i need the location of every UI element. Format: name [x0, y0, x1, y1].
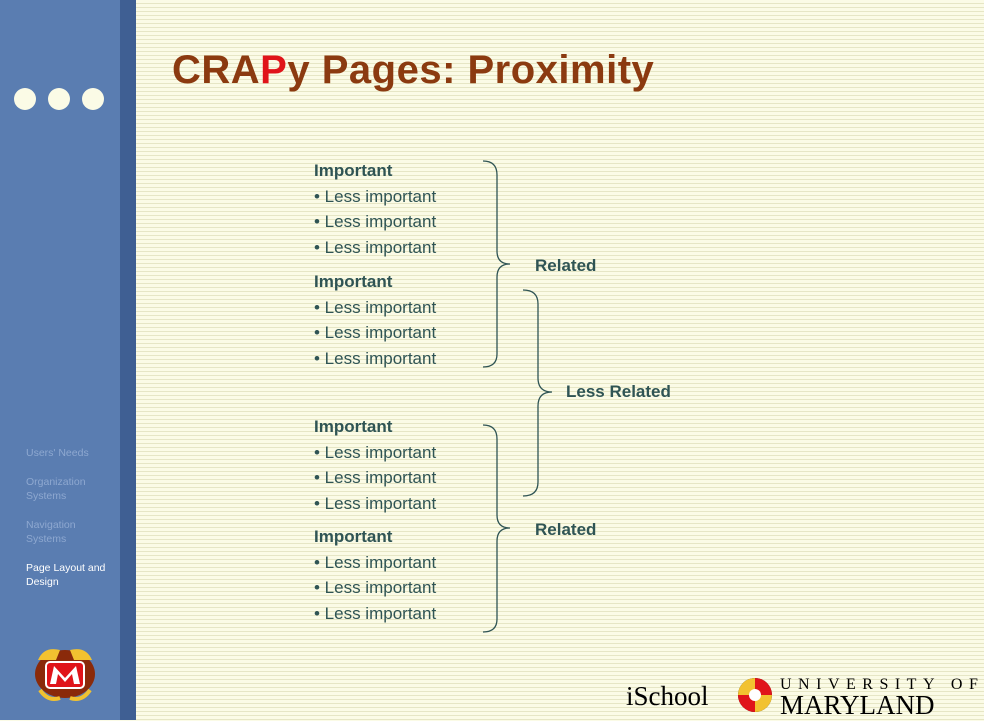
- title-part-1: CRA: [172, 48, 261, 92]
- umd-wordmark-line2: MARYLAND: [780, 690, 935, 720]
- title-part-2: y Pages: Proximity: [287, 48, 655, 92]
- brace-less-related: [523, 290, 552, 496]
- label-less-related: Less Related: [566, 382, 671, 401]
- group-heading: Important: [314, 161, 393, 180]
- list-item: • Less important: [314, 323, 437, 342]
- list-item: • Less important: [314, 578, 437, 597]
- label-related-top: Related: [535, 256, 597, 275]
- brace-related-bottom: [483, 425, 510, 632]
- list-item: • Less important: [314, 186, 437, 206]
- list-item: • Less important: [314, 442, 437, 462]
- umd-wordmark-line1: UNIVERSITY OF: [780, 676, 984, 693]
- list-item: • Less important: [314, 348, 437, 368]
- list-item: • Less important: [314, 212, 437, 231]
- group-heading: Important: [314, 527, 393, 546]
- title-accent-letter: P: [260, 48, 288, 92]
- list-item: • Less important: [314, 493, 437, 513]
- list-item: • Less important: [314, 237, 437, 257]
- list-item: • Less important: [314, 297, 437, 317]
- group-heading: Important: [314, 417, 393, 436]
- nav-item-users-needs[interactable]: Users' Needs: [26, 447, 89, 459]
- list-item: • Less important: [314, 552, 437, 572]
- label-related-bottom: Related: [535, 520, 597, 539]
- nav-item-organization-systems[interactable]: Organization Systems: [26, 476, 86, 502]
- umd-shield-icon: [736, 676, 774, 714]
- list-item: • Less important: [314, 468, 437, 487]
- ischool-wordmark: iSchool: [626, 681, 709, 711]
- nav-item-page-layout[interactable]: Page Layout and Design: [26, 562, 106, 588]
- list-item: • Less important: [314, 603, 437, 623]
- group-heading: Important: [314, 272, 393, 291]
- brace-related-top: [483, 161, 510, 367]
- nav-item-navigation-systems[interactable]: Navigation Systems: [26, 519, 76, 545]
